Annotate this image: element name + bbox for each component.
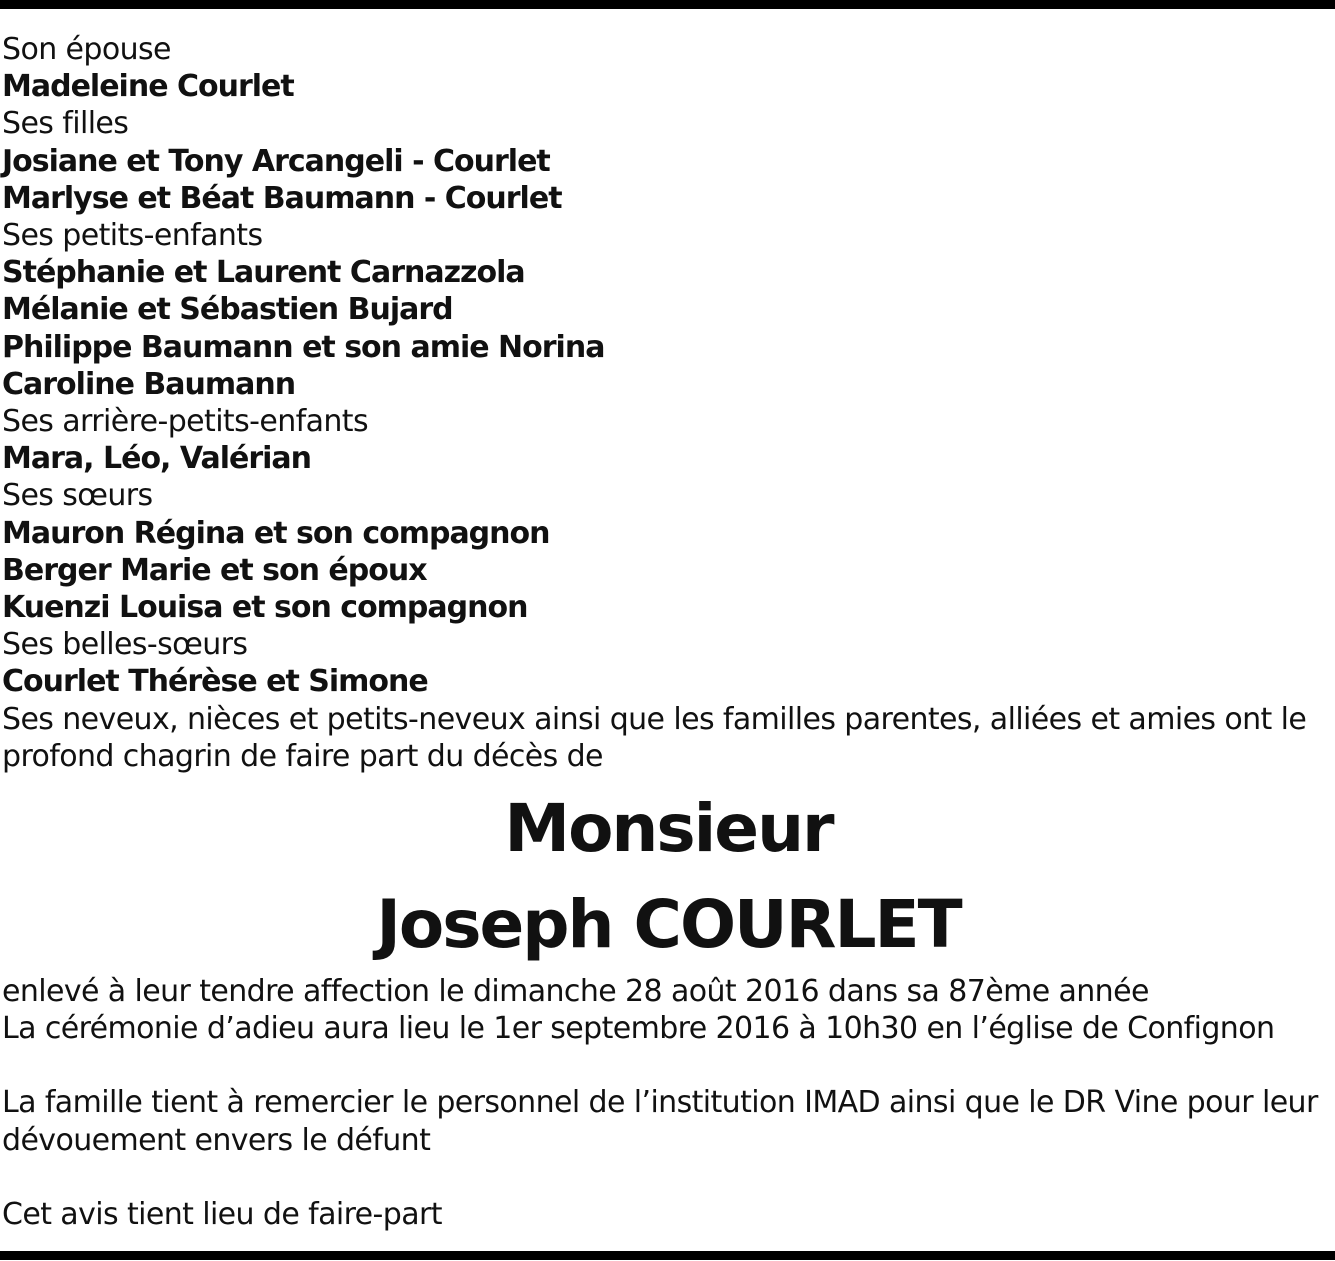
top-border-rule <box>0 0 1335 9</box>
honorific-title: Monsieur <box>504 790 833 868</box>
family-member: Josiane et Tony Arcangeli - Courlet <box>2 143 550 179</box>
family-member: Philippe Baumann et son amie Norina <box>2 329 605 365</box>
family-member: Courlet Thérèse et Simone <box>2 664 428 700</box>
spacer <box>2 1159 1335 1196</box>
family-label: Ses belles-sœurs <box>2 627 248 663</box>
obituary-notice <box>2 31 1335 1233</box>
family-label: Son épouse <box>2 32 171 67</box>
deceased-name: Joseph COURLET <box>376 886 961 964</box>
family-member: Madeleine Courlet <box>2 69 294 105</box>
family-label: Ses arrière-petits-enfants <box>2 404 368 440</box>
death-notice-text: enlevé à leur tendre affection le dimanche 28 août 2016 dans sa 87ème année <box>2 974 1149 1010</box>
family-member: Stéphanie et Laurent Carnazzola <box>2 255 525 291</box>
family-label: Ses filles <box>2 106 129 142</box>
closing-text: Cet avis tient lieu de faire-part <box>2 1196 442 1232</box>
family-member: Mauron Régina et son compagnon <box>2 515 550 551</box>
family-member: Mara, Léo, Valérian <box>2 441 312 477</box>
bottom-border-rule <box>0 1251 1335 1260</box>
family-member: Mélanie et Sébastien Bujard <box>2 292 453 328</box>
family-member: Kuenzi Louisa et son compagnon <box>2 590 528 626</box>
family-member: Caroline Baumann <box>2 366 296 402</box>
family-label: Ses petits-enfants <box>2 218 263 254</box>
family-label: Ses sœurs <box>2 478 153 514</box>
announcement-text: Ses neveux, nièces et petits-neveux ainsi que les familles parentes, alliées et amies ont le profond chagrin de faire part du décès de <box>2 701 1307 774</box>
family-member: Marlyse et Béat Baumann - Courlet <box>2 180 562 216</box>
thanks-text: La famille tient à remercier le personnel de l’institution IMAD ainsi que le DR Vine pour leur dévouement envers le défunt <box>2 1085 1318 1158</box>
spacer <box>2 1047 1335 1084</box>
family-member: Berger Marie et son époux <box>2 552 427 588</box>
ceremony-text: La cérémonie d’adieu aura lieu le 1er septembre 2016 à 10h30 en l’église de Confignon <box>2 1011 1275 1047</box>
